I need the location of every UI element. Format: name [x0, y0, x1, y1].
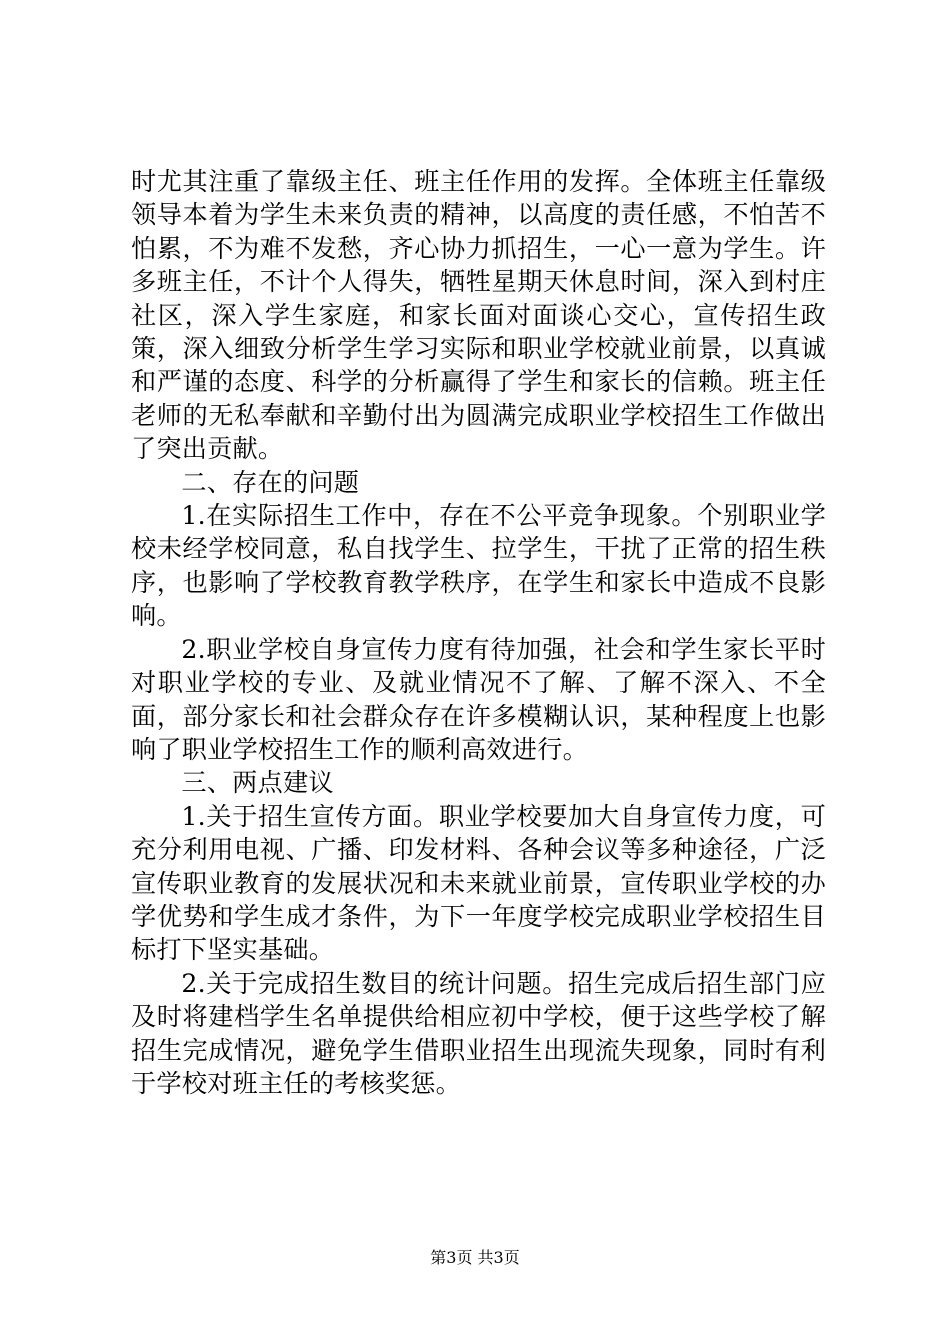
document-body — [131, 165, 826, 1100]
section-heading-suggestions: 三、两点建议 — [181, 768, 334, 798]
paragraph-suggestion-2: 2.关于完成招生数目的统计问题。招生完成后招生部门应及时将建档学生名单提供给相应初中学校，便于这些学校了解招生完成情况，避免学生借职业招生出现流失现象，同时有利于学校对班主任的考核奖惩。 — [131, 968, 826, 1098]
section-heading-problems: 二、存在的问题 — [181, 467, 360, 497]
paragraph-problem-1: 1.在实际招生工作中，存在不公平竞争现象。个别职业学校未经学校同意，私自找学生、拉学生，干扰了正常的招生秩序，也影响了学校教育教学秩序，在学生和家长中造成不良影响。 — [131, 501, 826, 631]
paragraph-problem-2: 2.职业学校自身宣传力度有待加强，社会和学生家长平时对职业学校的专业、及就业情况不了解、了解不深入、不全面，部分家长和社会群众存在许多模糊认识，某种程度上也影响了职业学校招生工作的顺利高效进行。 — [131, 634, 826, 764]
paragraph-continuation: 时尤其注重了靠级主任、班主任作用的发挥。全体班主任靠级领导本着为学生未来负责的精神，以高度的责任感，不怕苦不怕累，不为难不发愁，齐心协力抓招生，一心一意为学生。许多班主任，不计个人得失，牺牲星期天休息时间，深入到村庄社区，深入学生家庭，和家长面对面谈心交心，宣传招生政策，深入细致分析学生学习实际和职业学校就业前景，以真诚和严谨的态度、科学的分析赢得了学生和家长的信赖。班主任老师的无私奉献和辛勤付出为圆满完成职业学校招生工作做出了突出贡献。 — [131, 167, 826, 464]
page-number-footer: 第3页 共3页 — [430, 1248, 520, 1267]
paragraph-suggestion-1: 1.关于招生宣传方面。职业学校要加大自身宣传力度，可充分利用电视、广播、印发材料、各种会议等多种途径，广泛宣传职业教育的发展状况和未来就业前景，宣传职业学校的办学优势和学生成才条件，为下一年度学校完成职业学校招生目标打下坚实基础。 — [131, 801, 826, 965]
